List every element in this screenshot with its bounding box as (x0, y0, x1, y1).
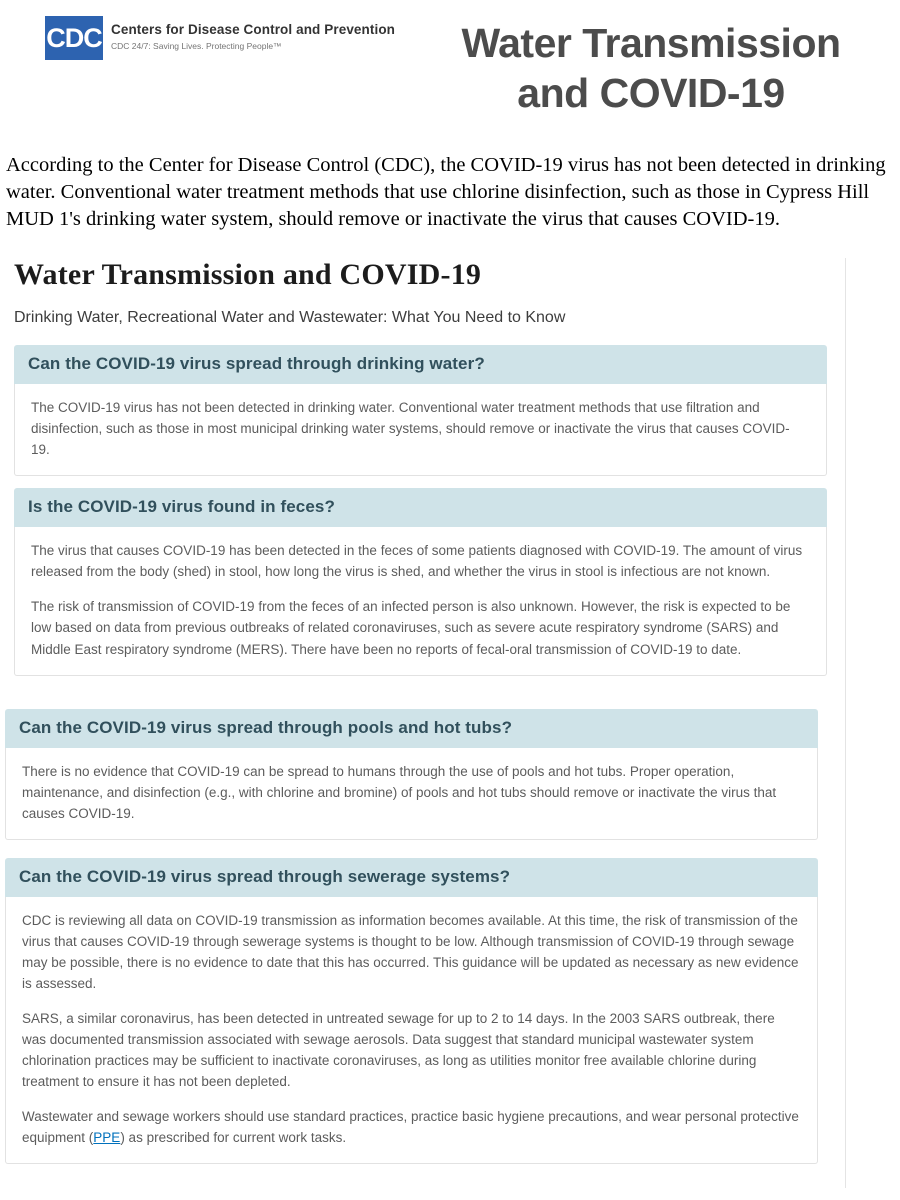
article-title: Water Transmission and COVID-19 (14, 258, 482, 292)
document-title-line1: Water Transmission (461, 20, 841, 66)
article-subtitle: Drinking Water, Recreational Water and Wastewater: What You Need to Know (14, 309, 566, 327)
faq-paragraph: The risk of transmission of COVID-19 from the feces of an infected person is also unknown. However, the risk is expected to be low based on data from previous outbreaks of related coronaviruses, such as severe acute respiratory syndrome (SARS) and Middle East respiratory syndrome (MERS). There have been no reports of fecal-oral transmission of COVID-19 to date. (31, 599, 791, 657)
org-tagline: CDC 24/7: Saving Lives. Protecting People™ (111, 41, 282, 51)
faq-card-drinking-water (14, 345, 827, 476)
faq-question: Is the COVID-19 virus found in feces? (14, 488, 827, 527)
faq-paragraph-with-link (22, 1106, 799, 1148)
faq-question: Can the COVID-19 virus spread through pools and hot tubs? (5, 709, 818, 748)
faq-answer (5, 748, 818, 840)
faq-card-pools-hot-tubs (5, 709, 818, 840)
cdc-brand-text (111, 16, 395, 51)
faq-card-feces (14, 488, 827, 675)
faq-question: Can the COVID-19 virus spread through sewerage systems? (5, 858, 818, 897)
org-name: Centers for Disease Control and Prevention (111, 22, 396, 37)
intro-paragraph: According to the Center for Disease Control (CDC), the COVID-19 virus has not been detected in drinking water. Conventional water treatment methods that use chlorine disinfection, such as those in Cypress Hill MUD 1's drinking water system, should remove or inactivate the virus that causes COVID-19. (6, 154, 886, 231)
document-header (0, 0, 900, 118)
faq-answer (14, 384, 827, 476)
cdc-article (10, 258, 846, 1188)
faq-paragraph: There is no evidence that COVID-19 can be spread to humans through the use of pools and hot tubs. Proper operation, maintenance, and disinfection (e.g., with chlorine and bromine) of pools and hot tubs should remove or inactivate the virus that causes COVID-19. (22, 763, 777, 821)
faq-answer (5, 897, 818, 1164)
faq-answer (14, 527, 827, 675)
closing-text-after: ) as prescribed for current work tasks. (120, 1130, 347, 1146)
closing-text-before: Wastewater and sewage workers should use standard practices, practice basic hygiene precautions, and wear personal protective equipment ( (22, 1109, 799, 1146)
document-title-line2: and COVID-19 (517, 70, 785, 117)
ppe-link[interactable]: PPE (93, 1130, 121, 1146)
cdc-logo-icon: CDC (45, 16, 103, 60)
faq-question: Can the COVID-19 virus spread through drinking water? (14, 345, 827, 384)
faq-paragraph: CDC is reviewing all data on COVID-19 transmission as information becomes available. At this time, the risk of transmission of the virus that causes COVID-19 through sewerage systems is thought to be low. Although transmission of COVID-19 through sewage may be possible, there is no evidence to date that this has occurred. This guidance will be updated as necessary as new evidence is assessed. (22, 912, 799, 991)
faq-paragraph: SARS, a similar coronavirus, has been detected in untreated sewage for up to 2 to 14 days. In the 2003 SARS outbreak, there was documented transmission associated with sewage aerosols. Data suggest that standard municipal wastewater system chlorination practices may be sufficient to inactivate coronaviruses, as long as utilities monitor free available chlorine during treatment to ensure it has not been depleted. (22, 1010, 775, 1090)
faq-card-sewerage-systems (5, 858, 818, 1164)
faq-paragraph: The virus that causes COVID-19 has been detected in the feces of some patients diagnosed with COVID-19. The amount of virus released from the body (shed) in stool, how long the virus is shed, and whether the virus in stool is infectious are not known. (31, 543, 803, 580)
cdc-brand (45, 16, 395, 60)
document-title (416, 18, 886, 118)
faq-paragraph: The COVID-19 virus has not been detected in drinking water. Conventional water treatment methods that use filtration and disinfection, such as those in most municipal drinking water systems, should remove or inactivate the virus that causes COVID-19. (31, 400, 790, 458)
